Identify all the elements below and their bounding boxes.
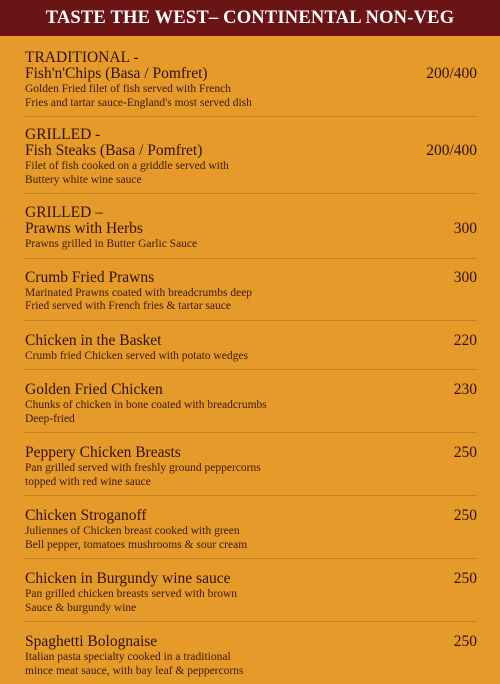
menu-item-price: 230	[453, 381, 477, 398]
menu-item-chicken-in-the-basket	[25, 333, 477, 371]
menu-item-price: 250	[453, 570, 477, 587]
menu-item-price: 250	[453, 444, 477, 461]
menu-item-description-line: Buttery white wine sauce	[25, 173, 142, 186]
menu-item-title	[25, 50, 208, 82]
menu-item-title	[25, 508, 147, 524]
menu-item-crumb-fried-prawns	[25, 270, 477, 321]
menu-item-description	[25, 651, 477, 678]
menu-item-description-line: Pan grilled served with freshly ground peppercorns	[25, 462, 261, 474]
menu-item-description-line: Juliennes of Chicken breast cooked with green	[25, 525, 240, 537]
menu-item-title	[25, 382, 163, 398]
menu-item-name: Peppery Chicken Breasts	[25, 444, 181, 461]
menu-item-peppery-chicken-breasts	[25, 445, 477, 496]
menu-item-spaghetti-bolognaise	[25, 634, 477, 684]
menu-item-description-line: Italian pasta specialty cooked in a traditional	[25, 651, 231, 663]
menu-item-price: 250	[453, 633, 477, 650]
menu-item-chicken-in-burgundy-wine-sauce	[25, 571, 477, 622]
menu-item-price: 250	[453, 507, 477, 524]
menu-item-description-line: Sauce & burgundy wine	[25, 601, 137, 614]
menu-item-description-line: Chunks of chicken in bone coated with breadcrumbs	[25, 399, 267, 411]
menu-item-category: GRILLED –	[25, 204, 103, 221]
menu-item-name: Fish'n'Chips (Basa / Pomfret)	[25, 65, 208, 82]
menu-item-category: TRADITIONAL -	[25, 49, 139, 66]
menu-item-description	[25, 287, 477, 314]
menu-item-title	[25, 205, 143, 237]
menu-item-description	[25, 399, 477, 426]
menu-item-description	[25, 588, 477, 615]
menu-item-fish-steaks	[25, 127, 477, 194]
menu-item-description-line: Crumb fried Chicken served with potato wedges	[25, 349, 248, 362]
menu-item-description-line: topped with red wine sauce	[25, 475, 151, 488]
menu-item-description-line: Bell pepper, tomatoes mushrooms & sour cream	[25, 538, 248, 551]
menu-item-fish-n-chips	[25, 50, 477, 117]
menu-item-name: Chicken Stroganoff	[25, 507, 147, 524]
menu-item-title	[25, 571, 230, 587]
menu-item-description	[25, 160, 477, 187]
menu-item-description-line: Filet of fish cooked on a griddle served with	[25, 160, 229, 172]
menu-item-description-line: Golden Fried filet of fish served with French	[25, 83, 231, 95]
menu-item-name: Prawns with Herbs	[25, 220, 143, 237]
menu-list	[25, 50, 477, 684]
menu-section-title: TASTE THE WEST– CONTINENTAL NON-VEG	[0, 0, 500, 36]
menu-item-description	[25, 83, 477, 110]
menu-item-description	[25, 238, 477, 252]
menu-item-description-line: Fried served with French fries & tartar sauce	[25, 300, 231, 312]
menu-item-description-line: Marinated Prawns coated with breadcrumbs deep	[25, 286, 253, 299]
menu-item-price: 300	[453, 220, 477, 237]
menu-item-price: 200/400	[426, 65, 477, 82]
menu-item-title	[25, 270, 154, 286]
menu-item-title	[25, 127, 202, 159]
menu-item-price: 220	[453, 331, 477, 349]
menu-item-name: Chicken in Burgundy wine sauce	[25, 570, 231, 587]
menu-item-description-line: Deep-fried	[25, 412, 75, 425]
menu-item-chicken-stroganoff	[25, 508, 477, 559]
menu-item-description	[25, 525, 477, 552]
menu-item-description	[25, 462, 477, 489]
menu-item-title	[25, 445, 181, 461]
menu-item-name: Golden Fried Chicken	[25, 381, 163, 398]
menu-item-description-line: Prawns grilled in Butter Garlic Sauce	[25, 238, 198, 250]
menu-item-description-line: Fries and tartar sauce-England's most served dish	[25, 96, 252, 109]
menu-item-golden-fried-chicken	[25, 382, 477, 433]
menu-item-price: 200/400	[426, 142, 477, 159]
menu-item-name: Fish Steaks (Basa / Pomfret)	[25, 142, 203, 159]
menu-item-title	[25, 634, 157, 650]
menu-item-prawns-with-herbs	[25, 205, 477, 259]
menu-item-description-line: mince meat sauce, with bay leaf & peppercorns	[25, 664, 244, 677]
menu-item-description	[25, 350, 477, 364]
menu-item-name: Crumb Fried Prawns	[25, 268, 155, 286]
menu-item-name: Spaghetti Bolognaise	[25, 633, 158, 650]
menu-item-description-line: Pan grilled chicken breasts served with brown	[25, 588, 238, 600]
menu-item-price: 300	[453, 268, 477, 286]
menu-item-name: Chicken in the Basket	[25, 331, 162, 349]
menu-item-category: GRILLED -	[25, 126, 101, 143]
menu-item-title	[25, 333, 161, 349]
